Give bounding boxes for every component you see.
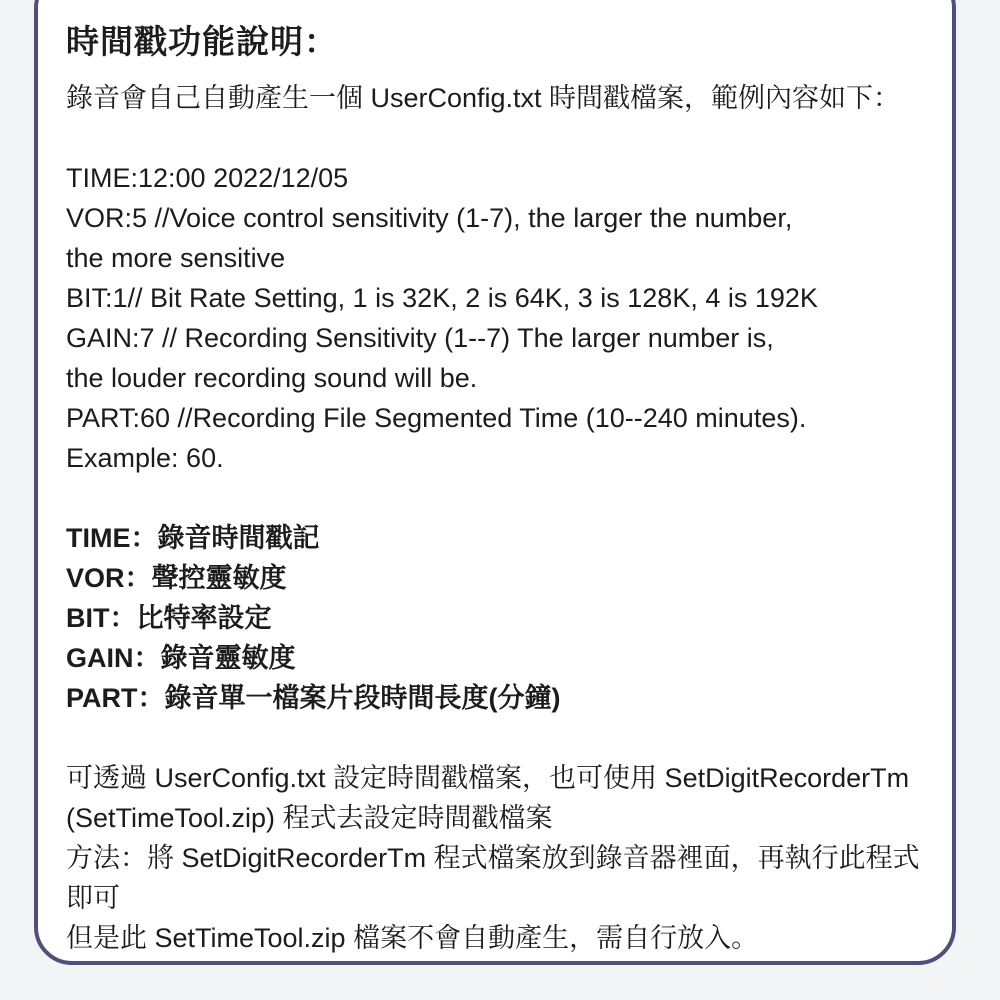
- example-line: Example: 60.: [66, 443, 224, 473]
- example-line: VOR:5 //Voice control sensitivity (1-7), the larger the number,: [66, 203, 793, 233]
- definition-item: PART：錄音單一檔案片段時間長度(分鐘): [66, 683, 561, 713]
- example-line: GAIN:7 // Recording Sensitivity (1--7) The larger number is,: [66, 323, 774, 353]
- example-line: PART:60 //Recording File Segmented Time (10--240 minutes).: [66, 403, 807, 433]
- note-line: 但是此 SetTimeTool.zip 檔案不會自動產生，需自行放入。: [66, 923, 759, 953]
- definition-item: BIT：比特率設定: [66, 603, 272, 633]
- example-config-block: [66, 158, 956, 478]
- example-line: the louder recording sound will be.: [66, 363, 478, 393]
- spacer: [66, 718, 956, 758]
- example-line: the more sensitive: [66, 243, 286, 273]
- note-line: 即可: [66, 883, 120, 913]
- definition-item: GAIN：錄音靈敏度: [66, 643, 296, 673]
- definition-item: TIME：錄音時間戳記: [66, 523, 320, 553]
- page-title: 時間戳功能說明：: [66, 23, 338, 60]
- example-line: TIME:12:00 2022/12/05: [66, 163, 349, 193]
- card-content: [66, 20, 956, 958]
- definitions-block: [66, 518, 956, 718]
- note-line: 可透過 UserConfig.txt 設定時間戳檔案，也可使用 SetDigitRecorderTm: [66, 763, 910, 793]
- spacer: [66, 118, 956, 158]
- intro-text: 錄音會自己自動產生一個 UserConfig.txt 時間戳檔案，範例內容如下：: [66, 83, 901, 113]
- note-line: (SetTimeTool.zip) 程式去設定時間戳檔案: [66, 803, 553, 833]
- spacer: [66, 478, 956, 518]
- notes-block: [66, 758, 956, 958]
- definition-item: VOR：聲控靈敏度: [66, 563, 287, 593]
- note-line: 方法：將 SetDigitRecorderTm 程式檔案放到錄音器裡面，再執行此程式: [66, 843, 920, 873]
- example-line: BIT:1// Bit Rate Setting, 1 is 32K, 2 is 64K, 3 is 128K, 4 is 192K: [66, 283, 818, 313]
